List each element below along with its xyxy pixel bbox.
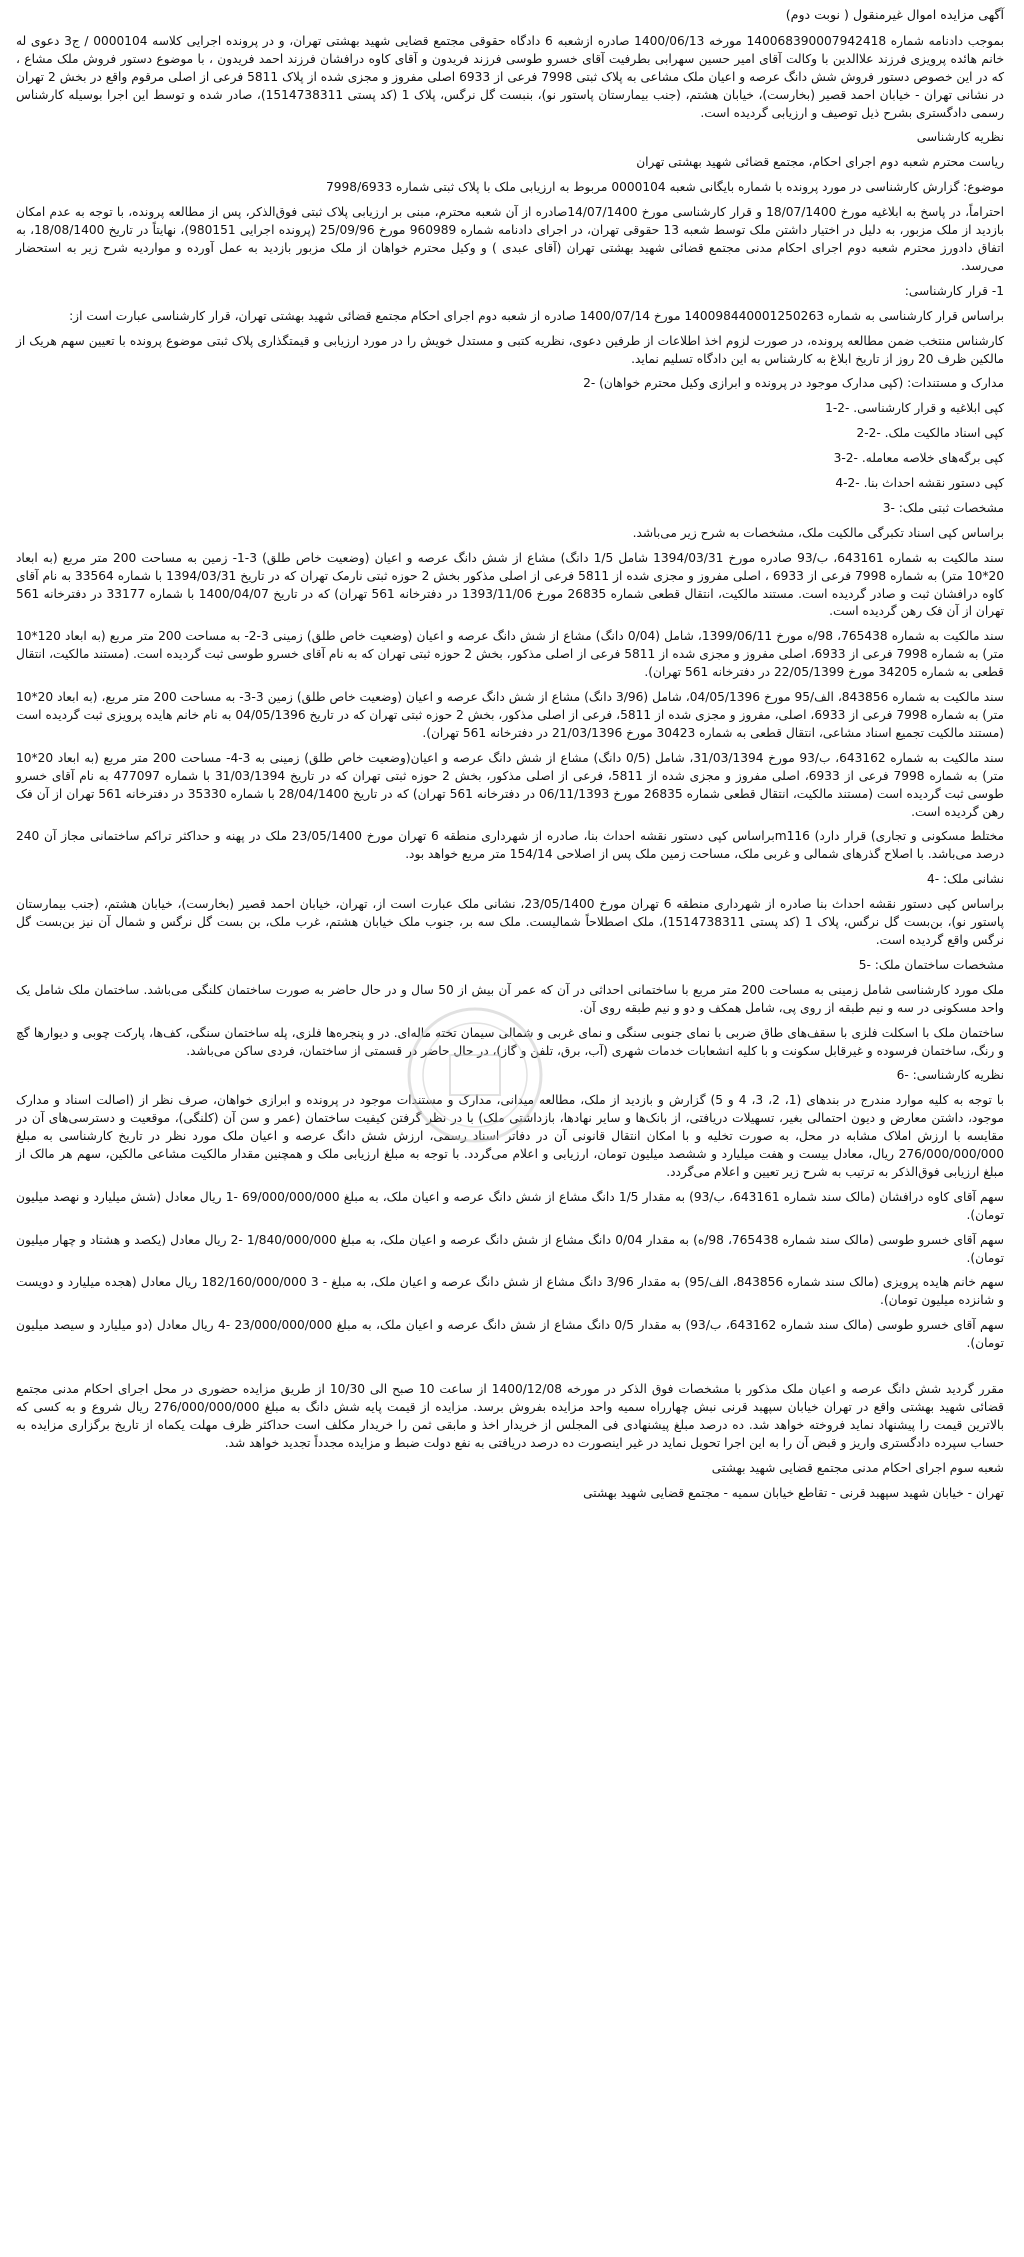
respect-paragraph: احتراماً، در پاسخ به ابلاغیه مورخ 18/07/1400 و قرار کارشناسی مورخ 14/07/1400صادره از آن شعبه محترم، مبنی بر ارزیابی پلاک ثبتی فوق‌الذکر، پس از مطالعه پرونده، با توجه به عدم امکان بازدید از ملک مزبور، به دلیل در اختیار داشتن ملک توسط شعبه 13 حقوقی تهران، در اجرای دادنامه شماره 960989 مورخ 25/09/96 (پرونده اجرایی 980151)، نهایتاً در تاریخ 18/08/1400، به اتفاق دادورز محترم شعبه دوم اجرای احکام مدنی مجتمع قضائی شهید بهشتی تهران (آقای عبدی ) و وکیل محترم خواهان از ملک مزبور بازدید به عمل آورده و مواردیه شرح زیر به استحضار می‌رسد. <box>16 205 1005 273</box>
zoning-paragraph: مختلط مسکونی و تجاری) قرار دارد) m116براساس کپی دستور نقشه احداث بنا، صادره از شهرداری منطقه 6 تهران مورخ 23/05/1400 ملک در پهنه و حداکثر تراکم ساختمانی مجاز آن 240 درصد می‌باشد. با اصلاح گذرهای شمالی و غربی ملک، مساحت زمین ملک پس از اصلاحی 154/14 متر مربع خواهد بود. <box>16 829 1004 862</box>
intro-paragraph: بموجب دادنامه شماره 140068390007942418 مورخه 1400/06/13 صادره ازشعبه 6 دادگاه حقوقی مجتمع قضایی شهید بهشتی تهران، و در پرونده اجرایی کلاسه 0000104 / ج3 دعوی له خانم هائده پرویزی فرزند علاالدین با وکالت آقای امیر حسین سهرابی بطرفیت آقای خسرو طوسی فرزند فریدون و آقای کاوه درافشان فرزند احمد فریدون ، با موضوع دستور فروش ملک مشاع ، که در این خصوص دستور فروش شش دانگ عرصه و اعیان ملک مشاعی به پلاک ثبتی 7998 فرعی از 6933 اصلی مفروز و مجزی شده از پلاک 5811 فرعی از اصلی مرقوم واقع در بخش 2 تهران در نشانی تهران - خیابان احمد قصیر (بخارست)، خیابان هشتم، (جنب بیمارستان پاستور نو)، بنبست گل نرگس، پلاک 1 (کد پستی 1514738311)، صادر شده و توسط این اجرا بوسیله کارشناس رسمی دادگستری بشرح ذیل توصیف و ارزیابی گردیده است. <box>16 33 1004 120</box>
section-3-intro: براساس کپی اسناد تکبرگی مالکیت ملک، مشخصات به شرح زیر می‌باشد. <box>632 525 1004 540</box>
addressee-line: ریاست محترم شعبه دوم اجرای احکام، مجتمع قضائی شهید بهشتی تهران <box>636 155 1004 170</box>
section-2-item: کپی اسناد مالکیت ملک. -2-2 <box>856 426 1004 441</box>
section-2-item: کپی دستور نقشه احداث بنا. -2-4 <box>835 476 1004 491</box>
subject-line: موضوع: گزارش کارشناسی در مورد پرونده با شماره بایگانی شعبه 0000104 مربوط به ارزیابی ملک با پلاک ثبتی شماره 7998/6933 <box>326 180 1004 195</box>
building-paragraph-1: ملک مورد کارشناسی شامل زمینی به مساحت 200 متر مربع با ساختمانی احداثی در آن که عمر آن بیش از 50 سال و در حال حاضر به صورت ساختمان کلنگی می‌باشد. ساختمان ملک شامل یک واحد مسکونی در سه و نیم طبقه از روی پی، شامل همکف و دو و نیم طبقه روی آن. <box>16 982 1004 1015</box>
section-5-heading: مشخصات ساختمان ملک: -5 <box>858 957 1004 972</box>
section-3-heading: مشخصات ثبتی ملک: -3 <box>882 500 1004 515</box>
section-1-paragraph-1: براساس قرار کارشناسی به شماره 140098440001250263 مورخ 1400/07/14 صادره از شعبه دوم اجرای احکام مجتمع قضائی شهید بهشتی تهران، قرار کارشناسی عبارت است از: <box>69 308 1004 323</box>
owner-share-2: سهم آقای خسرو طوسی (مالک سند شماره 765438، 98/ه) به مقدار 0/04 دانگ مشاع از شش دانگ عرصه و اعیان ملک، به مبلغ 1/840/000/000 -2 ریال معادل (یکصد و هشتاد و چهار میلیون تومان). <box>16 1232 1004 1265</box>
section-1-paragraph-2: کارشناس منتخب ضمن مطالعه پرونده، در صورت لزوم اخذ اطلاعات از طرفین دعوی، نظریه کتبی و مستدل خویش را در مورد ارزیابی و قیمتگذاری پلاک ثبتی موضوع پرونده با تعیین سهم هریک از مالکین ظرف 20 روز از تاریخ ابلاغ به کارشناس به این دادگاه تسلیم نماید. <box>16 333 1004 366</box>
section-1-heading: 1- قرار کارشناسی: <box>904 283 1004 298</box>
owner-share-3: سهم خانم هایده پرویزی (مالک سند شماره 843856، الف/95) به مقدار 3/96 دانگ مشاع از شش دانگ عرصه و اعیان ملک، به مبلغ - 3 182/160/000/000 ریال معادل (هجده میلیارد و دویست و شانزده میلیون تومان). <box>16 1275 1005 1308</box>
deed-item-3-1: سند مالکیت به شماره 643161، ب/93 صادره مورخ 1394/03/31 شامل 1/5 دانگ) مشاع از شش دانگ عرصه و اعیان (وضعیت خاص طلق) 3-1- زمین به مساحت 200 متر مربع (به ابعاد 20*10 متر) به شماره 7998 فرعی از 6933 ، اصلی مفروز و مجزی شده از 5811 فرعی از اصلی مذکور بخش 2 حوزه ثبتی نارمک تهران که در تاریخ 1394/03/31 با شماره 33564 به نام آقای کاوه درافشان ثبت و صادر گردیده است. مستند مالکیت، انتقال قطعی شماره 26835 مورخ 1393/11/06 در دفترخانه 561 تهران) که در تاریخ 1400/04/07 با شماره 33177 در دفترخانه 561 تهران از آن فک رهن گردیده است. <box>16 550 1004 619</box>
section-2-item: کپی ابلاغیه و قرار کارشناسی. -2-1 <box>825 401 1004 416</box>
deed-item-3-3: سند مالکیت به شماره 843856، الف/95 مورخ 04/05/1396، شامل (3/96 دانگ) مشاع از شش دانگ عرصه و اعیان (وضعیت خاص طلق) زمین 3-3- به مساحت 200 متر مربع، (به ابعاد 20*10 متر) به شماره 7998 فرعی از 6933، اصلی، مفروز و مجزی شده از 5811، فرعی از اصلی مذکور، بخش 2 حوزه ثبتی تهران که در تاریخ 04/05/1396 به نام خانم هایده پرویزی ثبت گردیده است (مستند مالکیت تجمیع اسناد مشاعی، انتقال قطعی به شماره 30423 مورخ 21/03/1396 در دفترخانه 561 تهران). <box>16 690 1004 740</box>
section-4-heading: نشانی ملک: -4 <box>926 872 1004 887</box>
section-2-item: کپی برگه‌های خلاصه معامله. -2-3 <box>833 451 1004 466</box>
valuation-paragraph: با توجه به کلیه موارد مندرج در بندهای (1، 2، 3، 4 و 5) گزارش و بازدید از ملک، مطالعه میدانی، مدارک و مستندات موجود در پرونده و ابرازی خواهان، صرف نظر از (اصالت اسناد و مدارک موجود، داشتن معارض و دیون احتمالی بغیر، تسهیلات دریافتی، از بانک‌ها و سایر نهادها، بازداشتی ملک) با در نظر گرفتن کیفیت ساختمان (عمر و سن آن (کلنگی)، موقعیت و دسترسی‌های آن در مقایسه با ارزش املاک مشابه در محل، به صورت تخلیه و با امکان انتقال قانونی آن در دفاتر اسناد رسمی، ارزش شش دانگ عرصه و اعیان ملک مورد نظر در تاریخ کارشناسی به مبلغ 276/000/000/000 ریال، معادل بیست و هفت میلیارد و ششصد میلیون تومان، ارزیابی و اعلام می‌گردد. با توجه به مبلغ ارزیابی ملک و همچنین مقدار مالکیت مشاعی مالکین، سهم هر مالک از مبلغ ارزیابی فوق‌الذکر به ترتیب به شرح زیر تعیین و اعلام می‌گردد. <box>16 1093 1005 1179</box>
building-paragraph-2: ساختمان ملک با اسکلت فلزی با سقف‌های طاق ضربی با نمای جنوبی سنگی و نمای غربی و شمالی سیمان تخته ماله‌ای. در و پنجره‌ها فلزی، پله ساختمان سنگی، کف‌ها، پارکت چوبی و دیوارها گچ و رنگ، ساختمان فرسوده و غیرقابل سکونت و با کلیه انشعابات خدمات شهری (آب، برق، تلفن و گاز)، در حال حاضر در قسمتی از ساختمان، فردی ساکن می‌باشد. <box>16 1025 1004 1058</box>
footer-address: تهران - خیابان شهید سپهبد قرنی - تقاطع خیابان سمیه - مجتمع قضایی شهید بهشتی <box>583 1485 1004 1500</box>
section-6-heading: نظریه کارشناسی: -6 <box>896 1068 1004 1083</box>
expert-heading: نظریه کارشناسی <box>916 130 1004 145</box>
owner-share-4: سهم آقای خسرو طوسی (مالک سند شماره 643162، ب/93) به مقدار 0/5 دانگ مشاع از شش دانگ عرصه و اعیان ملک، به مبلغ 23/000/000/000 -4 ریال معادل (دو میلیارد و سیصد میلیون تومان). <box>16 1318 1004 1351</box>
deed-item-3-2: سند مالکیت به شماره 765438، 98/ه مورخ 1399/06/11، شامل (0/04 دانگ) مشاع از شش دانگ عرصه و اعیان (وضعیت خاص طلق) زمینی 3-2- به مساحت 200 متر مربع (به ابعاد 120*10 متر) به شماره 7998 فرعی از 6933، اصلی مفروز و مجزی شده از 5811 فرعی از اصلی مذکور، بخش 2 حوزه ثبتی تهران که به نام آقای خسرو طوسی ثبت گردیده است. (مستند مالکیت، انتقال قطعی به شماره 34205 مورخ 22/05/1399 در دفترخانه 561 تهران). <box>16 629 1005 680</box>
notice-title: آگهی مزایده اموال غیرمنقول ( نوبت دوم) <box>785 7 1004 22</box>
auction-paragraph: مقرر گردید شش دانگ عرصه و اعیان ملک مذکور با مشخصات فوق الذکر در مورخه 1400/12/08 از ساعت 10 صبح الی 10/30 از طریق مزایده حضوری در محل اجرای احکام مدنی مجتمع قضائی شهید بهشتی واقع در تهران خیابان سپهبد قرنی نبش چهارراه سمیه واحد مزایده بفروش برسد. مزایده از قیمت پایه شش دانگ به مبلغ 276/000/000/000 ریال شروع و به کسی که بالاترین قیمت را پیشنهاد نماید فروخته خواهد شد. ده درصد مبلغ پیشنهادی فی المجلس از خریدار اخذ و مابقی ثمن را خریدار مکلف است حداکثر ظرف مهلت یکماه از تاریخ برگزاری مزایده به حساب سپرده دادگستری واریز و قبض آن را به این اجرا تحویل نماید در غیر اینصورت ده درصد دریافتی به نفع دولت ضبط و مزایده مجدداً تجدید خواهد شد. <box>16 1382 1005 1450</box>
owner-share-1: سهم آقای کاوه درافشان (مالک سند شماره 643161، ب/93) به مقدار 1/5 دانگ مشاع از شش دانگ عرصه و اعیان ملک، به مبلغ 69/000/000/000 -1 ریال معادل (شش میلیارد و نهصد میلیون تومان). <box>16 1189 1004 1222</box>
footer-office: شعبه سوم اجرای احکام مدنی مجتمع قضایی شهید بهشتی <box>711 1460 1004 1475</box>
address-paragraph: براساس کپی دستور نقشه احداث بنا صادره از شهرداری منطقه 6 تهران مورخ 23/05/1400، نشانی ملک عبارت است از، تهران، خیابان احمد قصیر (بخارست)، خیابان هشتم، (جنب بیمارستان پاستور نو)، بن‌بست گل نرگس، پلاک 1 (کد پستی 1514738311)، ملک اصطلاحاً شمالیست. ملک سه بر، جنوب ملک خیابان هشتم، غرب ملک، بن بست گل نرگس و شمال آن نیز بن‌بست گل نرگس واقع گردیده است. <box>16 897 1004 947</box>
deed-item-3-4: سند مالکیت به شماره 643162، ب/93 مورخ 31/03/1394، شامل (0/5 دانگ) مشاع از شش دانگ عرصه و اعیان(وضعیت خاص طلق) زمینی به 3-4- مساحت 200 متر مربع (به ابعاد 20*10 متر) به شماره 7998 فرعی از 6933، اصلی مفروز و مجزی شده از 5811، فرعی از اصلی مذکور، بخش 2 حوزه ثبتی تهران که در تاریخ 31/03/1394 با شماره 477097 به نام آقای خسرو طوسی ثبت گردیده است (مستند مالکیت، انتقال قطعی شماره 26835 مورخ 06/11/1393 در دفترخانه 561 تهران) که در تاریخ 28/04/1400 با شماره 35330 در دفترخانه 561 تهران از آن فک رهن گردیده است. <box>16 750 1004 819</box>
section-2-heading: مدارک و مستندات: (کپی مدارک موجود در پرونده و ابرازی وکیل محترم خواهان) -2 <box>583 376 1004 391</box>
